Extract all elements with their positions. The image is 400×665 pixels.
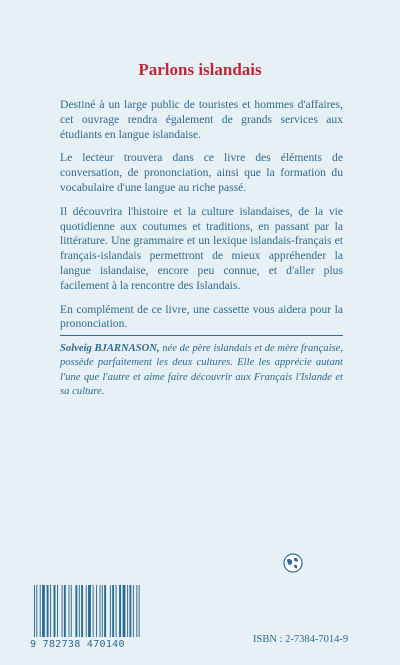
barcode-bar	[104, 585, 106, 637]
author-name: Solveig BJARNASON,	[60, 343, 160, 354]
paragraph-culture: Il découvrira l'histoire et la culture islandaises, de la vie quotidienne aux coutumes et traditions, en passant par la littérature. Une grammaire et un lexique islandais-français et français-islandais permettront de mieux appréhender la langue islandaise, encore peu connue, et d'aller plus facilement à la rencontre des Islandais.	[60, 204, 343, 292]
barcode-bar	[129, 585, 131, 637]
barcode-bar	[50, 585, 51, 637]
paragraph-cassette: En complément de ce livre, une cassette vous aidera pour la prononciation.	[60, 302, 343, 331]
barcode-bar	[110, 585, 111, 637]
author-description: née de père islandais et de mère française, possède parfaitement les deux cultures. Elle les apprécie autant l'une que l'autre et aime faire découvrir aux Français l'Islande et sa culture.	[60, 343, 343, 398]
barcode-bar	[139, 585, 140, 637]
barcode-bar	[116, 585, 117, 637]
barcode-bar	[136, 585, 137, 637]
divider	[60, 335, 343, 336]
barcode-bar	[96, 585, 97, 637]
barcode-bar	[34, 585, 35, 637]
barcode-bar	[127, 585, 128, 637]
barcode-bar	[40, 585, 41, 637]
barcode-bars	[30, 585, 155, 637]
barcode-bar	[79, 585, 80, 637]
barcode-bar	[62, 585, 63, 637]
barcode-bar	[102, 585, 103, 637]
barcode-bar	[100, 585, 101, 637]
barcode-bar	[119, 585, 121, 637]
paragraph-audience: Destiné à un large public de touristes et hommes d'affaires, cet ouvrage rendra également de grands services aux étudiants en langue islandaise.	[60, 98, 343, 141]
barcode	[30, 585, 155, 655]
back-cover-description	[60, 98, 343, 341]
barcode-bar	[123, 585, 126, 637]
paragraph-content: Le lecteur trouvera dans ce livre des éléments de conversation, de prononciation, ainsi que la formation du vocabulaire d'une langue au riche passé.	[60, 151, 343, 194]
isbn-number: ISBN : 2-7384-7014-9	[253, 634, 349, 645]
barcode-bar	[86, 585, 87, 637]
barcode-bar	[64, 585, 66, 637]
barcode-bar	[88, 585, 91, 637]
barcode-bar	[71, 585, 72, 637]
barcode-bar	[93, 585, 94, 637]
barcode-bar	[54, 585, 56, 637]
barcode-digits: 9 782738 470140	[30, 639, 125, 650]
barcode-bar	[133, 585, 134, 637]
barcode-bar	[69, 585, 70, 637]
barcode-bar	[75, 585, 77, 637]
book-title: Parlons islandais	[138, 60, 262, 79]
barcode-bar	[47, 585, 49, 637]
author-bio	[60, 342, 343, 400]
barcode-bar	[36, 585, 37, 637]
barcode-bar	[57, 585, 58, 637]
barcode-bar	[112, 585, 114, 637]
barcode-bar	[42, 585, 45, 637]
barcode-bar	[81, 585, 83, 637]
globe-icon	[283, 553, 303, 573]
